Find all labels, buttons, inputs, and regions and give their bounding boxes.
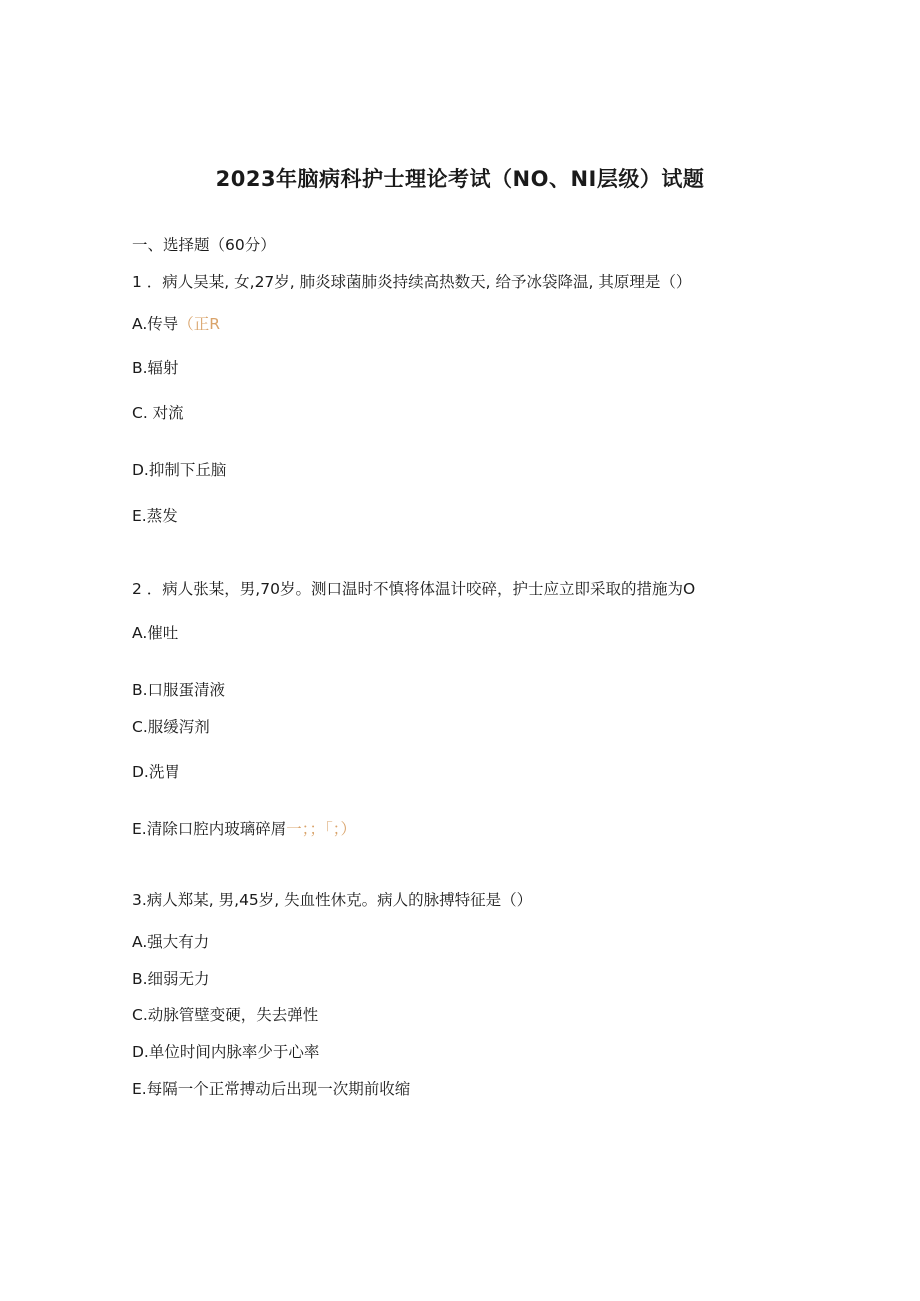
question-3-stem: 3.病人郑某, 男,45岁, 失血性休克。病人的脉搏特征是（） — [132, 891, 533, 909]
question-2-option-e — [132, 819, 356, 839]
question-1-option-a — [132, 314, 220, 334]
question-1-option-e: E.蒸发 — [132, 507, 178, 525]
question-3-option-c: C.动脉管壁变硬，失去弹性 — [132, 1006, 319, 1024]
question-3-option-e: E.每隔一个正常搏动后出现一次期前收缩 — [132, 1080, 411, 1098]
question-2-option-b: B.口服蛋清液 — [132, 681, 226, 699]
handwritten-mark: （正R — [178, 315, 221, 333]
question-3-option-a: A.强大有力 — [132, 933, 210, 951]
option-text: E.清除口腔内玻璃碎屑 — [132, 820, 287, 838]
question-1-option-b: B.辐射 — [132, 359, 179, 377]
question-1-stem: 1 ．病人吴某, 女,27岁, 肺炎球菌肺炎持续高热数天, 给予冰袋降温, 其原理是（） — [132, 273, 692, 291]
question-3-option-d: D.单位时间内脉率少于心率 — [132, 1043, 320, 1061]
question-2-option-d: D.洗胃 — [132, 763, 180, 781]
section-heading: 一、选择题（60分） — [132, 236, 276, 254]
question-3-option-b: B.细弱无力 — [132, 970, 210, 988]
option-text: A.传导 — [132, 315, 179, 333]
question-2-stem: 2 ．病人张某，男,70岁。测口温时不慎将体温计咬碎，护士应立即采取的措施为O — [132, 580, 696, 598]
question-1-option-c: C. 对流 — [132, 404, 184, 422]
exam-title: 2023年脑病科护士理论考试（NO、NI层级）试题 — [215, 167, 705, 191]
question-2-option-c: C.服缓泻剂 — [132, 718, 210, 736]
question-1-option-d: D.抑制下丘脑 — [132, 461, 227, 479]
question-2-option-a: A.催吐 — [132, 624, 179, 642]
handwritten-mark: 一；；「；） — [286, 820, 356, 838]
